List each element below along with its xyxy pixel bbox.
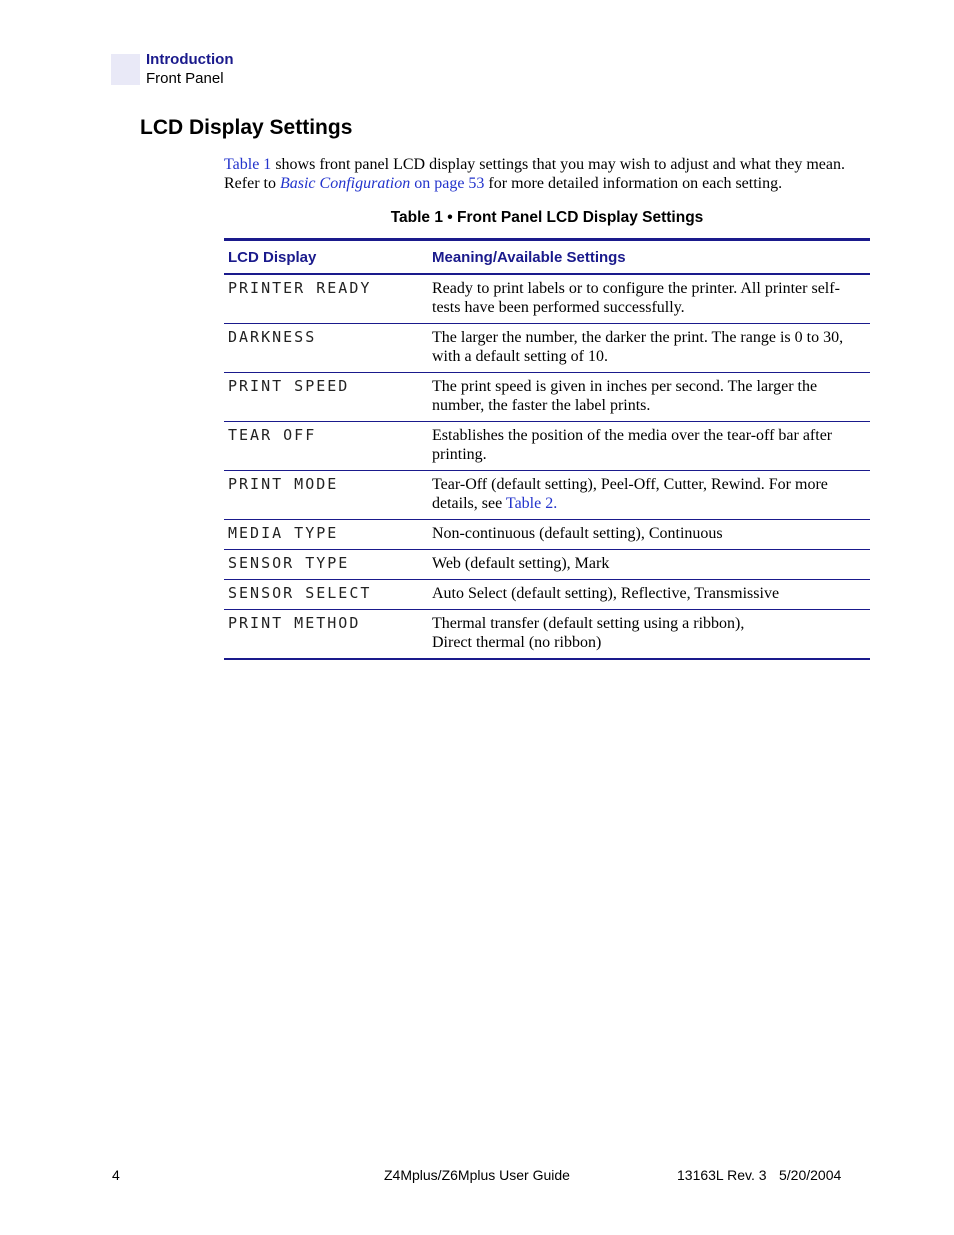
- footer-guide-title: Z4Mplus/Z6Mplus User Guide: [384, 1167, 570, 1183]
- table-row: [224, 610, 870, 660]
- meaning-cell: Non-continuous (default setting), Continuous: [432, 525, 723, 542]
- table-header-row: [224, 240, 870, 275]
- table-caption: Table 1 • Front Panel LCD Display Settings: [390, 209, 704, 226]
- meaning-cell: The larger the number, the darker the print. The range is 0 to 30, with a default setting of 10.: [432, 329, 844, 365]
- table-row: [224, 274, 870, 324]
- meaning-cell: Establishes the position of the media over the tear-off bar after printing.: [432, 427, 833, 463]
- meaning-cell: Thermal transfer (default setting using a ribbon), Direct thermal (no ribbon): [432, 615, 745, 651]
- meaning-cell: Web (default setting), Mark: [432, 555, 610, 572]
- lcd-cell: MEDIA TYPE: [228, 524, 339, 542]
- lcd-cell: DARKNESS: [228, 328, 317, 346]
- column-header-meaning: Meaning/Available Settings: [432, 248, 626, 266]
- footer-date: 5/20/2004: [779, 1167, 842, 1183]
- lcd-cell: TEAR OFF: [228, 426, 317, 444]
- meaning-cell: Auto Select (default setting), Reflective, Transmissive: [432, 585, 780, 602]
- table-row: [224, 422, 870, 471]
- table-row: [224, 324, 870, 373]
- table-row: [224, 580, 870, 610]
- lcd-cell: PRINT METHOD: [228, 614, 361, 632]
- table-row: [224, 520, 870, 550]
- section-title: Front Panel: [146, 70, 224, 87]
- basic-configuration-link[interactable]: Basic Configuration on page 53: [279, 175, 485, 192]
- header-tab-marker: [111, 54, 140, 85]
- meaning-cell: The print speed is given in inches per second. The larger the number, the faster the label prints.: [432, 378, 818, 414]
- meaning-cell: Tear-Off (default setting), Peel-Off, Cutter, Rewind. For more details, see Table 2.: [432, 476, 828, 512]
- lcd-cell: SENSOR SELECT: [228, 584, 372, 602]
- intro-text-2: for more detailed information on each setting.: [484, 175, 783, 192]
- table-row: [224, 471, 870, 520]
- footer-page-number: 4: [112, 1167, 120, 1183]
- lcd-cell: SENSOR TYPE: [228, 554, 350, 572]
- meaning-cell: Ready to print labels or to configure the printer. All printer self-tests have been performed successfully.: [432, 280, 840, 316]
- footer-revision: 13163L Rev. 3: [677, 1167, 767, 1183]
- chapter-title: Introduction: [146, 51, 234, 68]
- lcd-cell: PRINTER READY: [228, 279, 372, 297]
- intro-text-1: shows front panel LCD display settings that you may wish to adjust and what they mean. Refer to: [224, 156, 846, 192]
- table-2-link[interactable]: Table 2: [505, 495, 554, 512]
- table-row: [224, 550, 870, 580]
- table-1-link[interactable]: Table 1: [224, 156, 272, 173]
- table-row: [224, 373, 870, 422]
- lcd-settings-table: [224, 238, 870, 660]
- page-title: LCD Display Settings: [140, 116, 353, 139]
- lcd-cell: PRINT SPEED: [228, 377, 350, 395]
- lcd-cell: PRINT MODE: [228, 475, 339, 493]
- intro-paragraph: [224, 155, 864, 193]
- column-header-lcd: LCD Display: [228, 248, 317, 266]
